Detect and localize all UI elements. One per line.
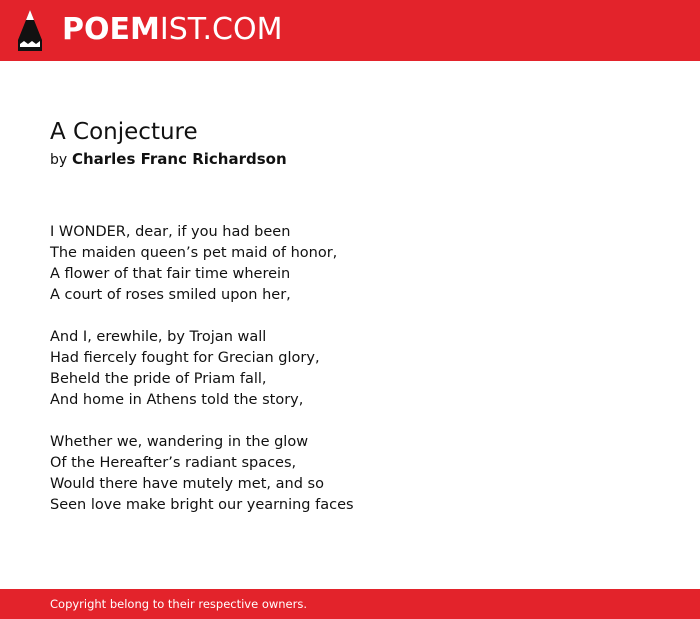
stanza-3 xyxy=(50,432,670,516)
byline-label: by xyxy=(50,152,68,168)
poem-author: Charles Franc Richardson xyxy=(71,150,287,168)
poem-line: A flower of that fair time wherein xyxy=(50,266,291,282)
site-logo[interactable] xyxy=(62,12,282,48)
stanza-1 xyxy=(50,222,670,306)
poem-line: And home in Athens told the story, xyxy=(50,392,304,408)
poem-line: Whether we, wandering in the glow xyxy=(50,434,309,450)
poem-line: Seen love make bright our yearning faces xyxy=(50,497,354,513)
poem-title: A Conjecture xyxy=(50,119,198,145)
poem-body xyxy=(50,222,670,516)
site-header xyxy=(0,0,700,61)
logo-bold-text: POEM xyxy=(62,12,160,47)
poem-content xyxy=(50,117,670,537)
site-footer xyxy=(0,589,700,619)
poem-line: Beheld the pride of Priam fall, xyxy=(50,371,267,387)
pencil-tip-icon[interactable] xyxy=(18,10,42,51)
poem-line: The maiden queen’s pet maid of honor, xyxy=(50,245,338,261)
stanza-2 xyxy=(50,327,670,411)
poem-line: Had fiercely fought for Grecian glory, xyxy=(50,350,320,366)
poem-line: Of the Hereafter’s radiant spaces, xyxy=(50,455,297,471)
poem-line: I WONDER, dear, if you had been xyxy=(50,224,291,240)
poem-byline xyxy=(50,148,670,171)
poem-line: A court of roses smiled upon her, xyxy=(50,287,291,303)
logo-light-text: IST.COM xyxy=(159,12,283,47)
poem-line: Would there have mutely met, and so xyxy=(50,476,324,492)
copyright-notice: Copyright belong to their respective owners. xyxy=(50,597,308,611)
poem-line: And I, erewhile, by Trojan wall xyxy=(50,329,267,345)
